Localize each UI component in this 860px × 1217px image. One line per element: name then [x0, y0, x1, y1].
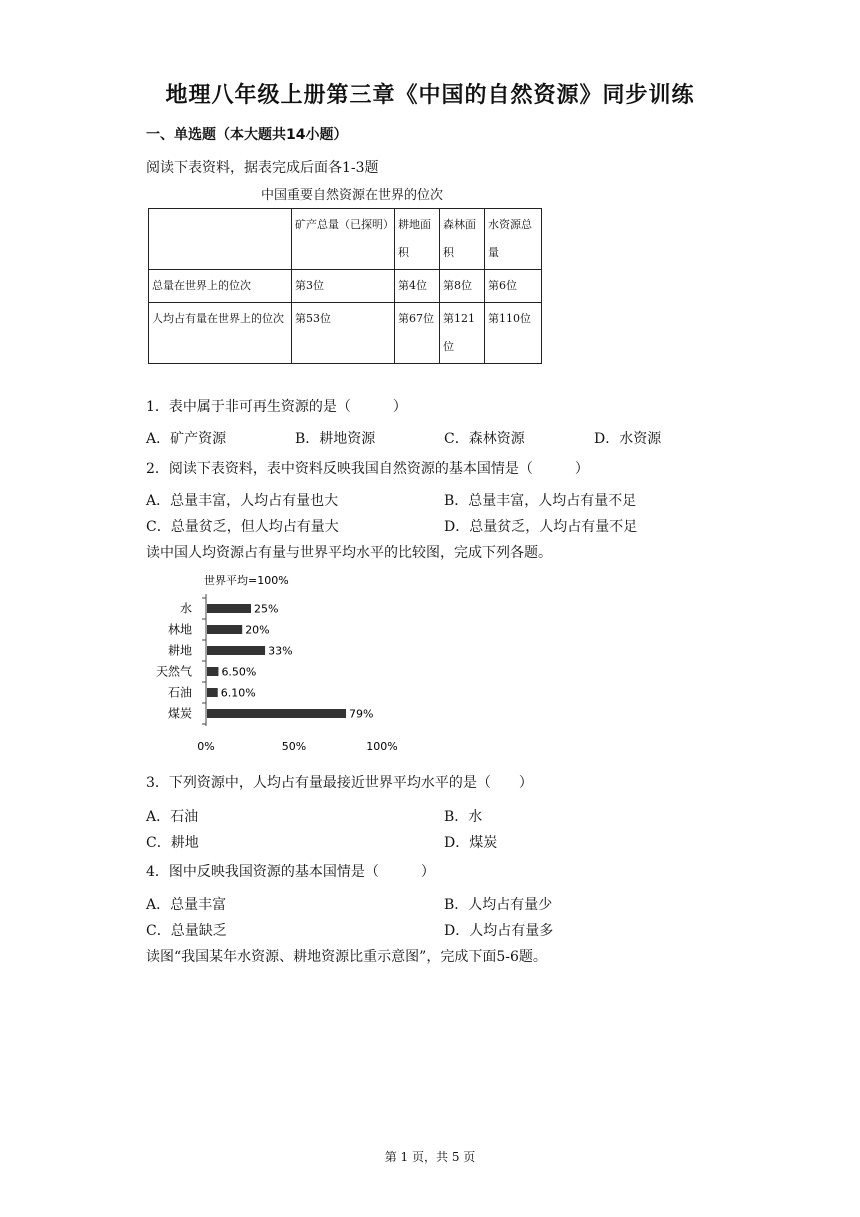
page-title: 地理八年级上册第三章《中国的自然资源》同步训练: [165, 83, 695, 108]
chart-title: 世界平均=100%: [204, 574, 289, 587]
q2-option-d[interactable]: D．总量贫乏，人均占有量不足: [444, 519, 638, 535]
resource-rank-table: [148, 208, 542, 364]
q2-option-a[interactable]: A．总量丰富，人均占有量也大: [146, 493, 339, 509]
data-label: 33%: [268, 644, 293, 658]
data-label: 6.10%: [220, 686, 256, 700]
x-tick-label: 0%: [197, 740, 215, 753]
intro-text-1: 阅读下表资料，据表完成后面各1-3题: [146, 160, 379, 176]
table-cell: 第6位: [485, 270, 542, 303]
page-footer: 第 1 页，共 5 页: [384, 1150, 476, 1164]
q1-option-c[interactable]: C．森林资源: [444, 431, 525, 447]
category-label: 耕地: [167, 643, 192, 658]
q1-option-a[interactable]: A．矿产资源: [146, 431, 227, 447]
table-cell: 第110位: [485, 303, 542, 364]
table-cell: 第121位: [440, 303, 485, 364]
question-4-stem: 4．图中反映我国资源的基本国情是（ ）: [146, 864, 435, 880]
category-label: 林地: [167, 622, 192, 637]
table-cell: 森林面积: [440, 209, 485, 270]
table-cell: 耕地面积: [395, 209, 440, 270]
question-1-stem: 1．表中属于非可再生资源的是（ ）: [146, 399, 407, 415]
table-cell: 水资源总量: [485, 209, 542, 270]
intro-text-2: 读中国人均资源占有量与世界平均水平的比较图，完成下列各题。: [146, 545, 552, 561]
table-cell: 矿产总量（已探明）: [292, 209, 395, 270]
data-label: 6.50%: [221, 665, 257, 679]
data-label: 25%: [254, 602, 279, 616]
q3-option-a[interactable]: A．石油: [146, 809, 199, 825]
bar: [207, 625, 242, 634]
table-header-row: [149, 209, 542, 270]
data-label: 79%: [349, 707, 374, 721]
table-cell: 第53位: [292, 303, 395, 364]
q4-option-b[interactable]: B．人均占有量少: [444, 897, 553, 913]
data-label: 20%: [245, 623, 270, 637]
category-label: 水: [179, 601, 192, 616]
section-heading: 一、单选题（本大题共14小题）: [146, 127, 348, 143]
x-tick-label: 50%: [281, 740, 307, 753]
q1-option-b[interactable]: B．耕地资源: [295, 431, 376, 447]
per-capita-resource-bar-chart: [142, 568, 412, 756]
bar: [207, 646, 265, 655]
q4-option-c[interactable]: C．总量缺乏: [146, 923, 227, 939]
question-3-stem: 3．下列资源中，人均占有量最接近世界平均水平的是（ ）: [146, 775, 533, 791]
bar: [207, 604, 251, 613]
table-title: 中国重要自然资源在世界的位次: [260, 188, 443, 203]
table-row: [149, 270, 542, 303]
q3-option-b[interactable]: B．水: [444, 809, 483, 825]
table-cell: [149, 209, 292, 270]
category-label: 石油: [167, 685, 192, 700]
table-cell: 总量在世界上的位次: [149, 270, 292, 303]
bar: [207, 667, 218, 676]
table-cell: 第3位: [292, 270, 395, 303]
q3-option-d[interactable]: D．煤炭: [444, 835, 498, 851]
q1-option-d[interactable]: D．水资源: [594, 431, 662, 447]
table-cell: 第8位: [440, 270, 485, 303]
q4-option-d[interactable]: D．人均占有量多: [444, 923, 554, 939]
x-tick-label: 100%: [366, 740, 398, 753]
table-cell: 第67位: [395, 303, 440, 364]
question-2-stem: 2．阅读下表资料，表中资料反映我国自然资源的基本国情是（ ）: [146, 461, 589, 477]
table-row: [149, 303, 542, 364]
q3-option-c[interactable]: C．耕地: [146, 835, 199, 851]
bar: [207, 709, 346, 718]
intro-text-3: 读图“我国某年水资源、耕地资源比重示意图”，完成下面5-6题。: [146, 949, 547, 965]
q4-option-a[interactable]: A．总量丰富: [146, 897, 227, 913]
q2-option-c[interactable]: C．总量贫乏，但人均占有量大: [146, 519, 339, 535]
category-label: 煤炭: [167, 706, 192, 721]
table-cell: 人均占有量在世界上的位次: [149, 303, 292, 364]
bar: [207, 688, 218, 697]
category-label: 天然气: [155, 664, 192, 679]
q2-option-b[interactable]: B．总量丰富，人均占有量不足: [444, 493, 637, 509]
table-cell: 第4位: [395, 270, 440, 303]
